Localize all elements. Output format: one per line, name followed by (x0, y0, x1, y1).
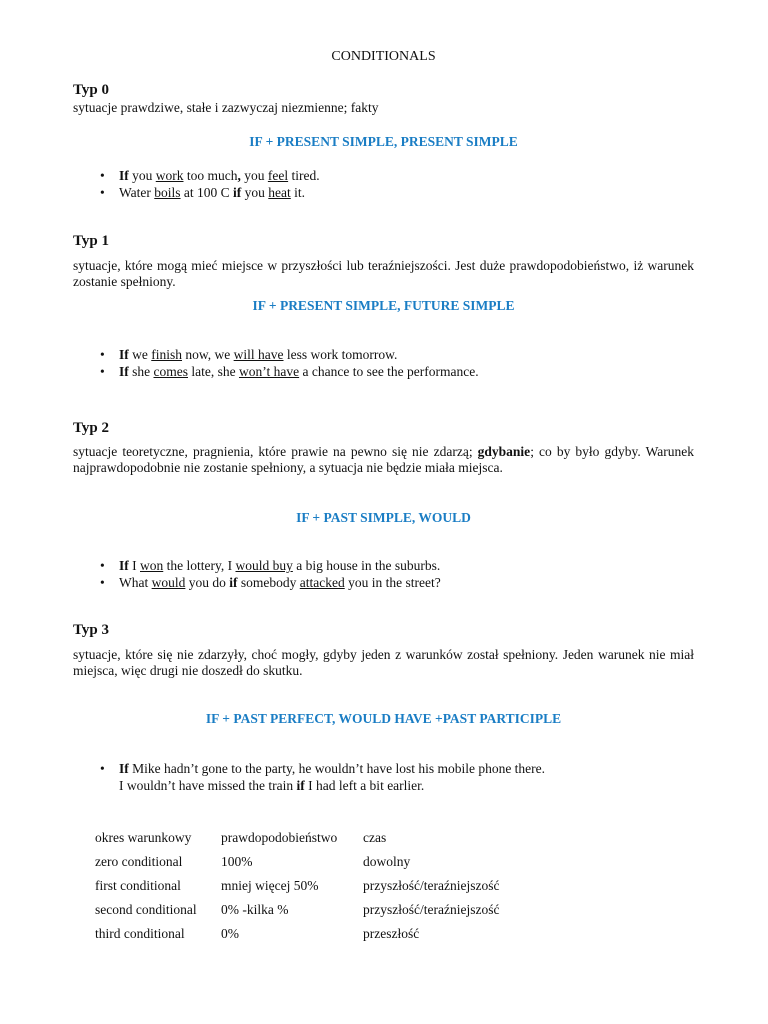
example-text: I wouldn’t have missed the train if I had left a bit earlier. (119, 778, 425, 793)
section-heading-typ-0: Typ 0 (73, 82, 109, 98)
table-header-cell: prawdopodobieństwo (221, 830, 338, 845)
example-item (73, 574, 694, 591)
example-text: If she comes late, she won’t have a chance to see the performance. (119, 364, 479, 379)
examples-list-typ-3 (73, 760, 694, 794)
table-cell: przyszłość/teraźniejszość (363, 902, 500, 917)
example-item (73, 184, 694, 201)
section-description-typ-0: sytuacje prawdziwe, stałe i zazwyczaj niezmienne; fakty (73, 100, 379, 115)
example-text: What would you do if somebody attacked you in the street? (119, 575, 441, 590)
table-cell: second conditional (95, 902, 197, 917)
section-description-typ-2: sytuacje teoretyczne, pragnienia, które prawie na pewno się nie zdarzą; gdybanie; co by było gdyby. Warunek najprawdopodobnie nie zostanie spełniony, a sytuacja nie będzie miała miejsca. (73, 444, 694, 475)
example-text: Water boils at 100 C if you heat it. (119, 185, 306, 200)
example-item (73, 346, 694, 363)
section-formula-typ-0: IF + PRESENT SIMPLE, PRESENT SIMPLE (249, 134, 518, 149)
table-cell: zero conditional (95, 854, 183, 869)
bullet-icon: • (100, 168, 105, 183)
table-cell: dowolny (363, 854, 411, 869)
example-item (73, 167, 694, 184)
section-description-typ-1: sytuacje, które mogą mieć miejsce w przyszłości lub teraźniejszości. Jest duże prawdopodobieństwo, iż warunek zostanie spełniony. (73, 258, 694, 289)
bullet-icon: • (100, 761, 105, 776)
table-cell: przeszłość (363, 926, 420, 941)
bullet-icon: • (100, 185, 105, 200)
table-header-row (95, 826, 507, 850)
bullet-icon: • (100, 347, 105, 362)
section-formula-typ-3: IF + PAST PERFECT, WOULD HAVE +PAST PARTICIPLE (205, 711, 562, 726)
example-text: If you work too much, you feel tired. (119, 168, 320, 183)
section-heading-typ-3: Typ 3 (73, 622, 109, 638)
bullet-icon: • (100, 575, 105, 590)
example-text: If I won the lottery, I would buy a big house in the suburbs. (119, 558, 441, 573)
table-row (95, 922, 507, 946)
table-cell: 0% -kilka % (221, 902, 289, 917)
table-row (95, 850, 507, 874)
example-text: If we finish now, we will have less work tomorrow. (119, 347, 398, 362)
table-cell: 0% (221, 926, 239, 941)
table-cell: 100% (221, 854, 253, 869)
example-text: If Mike hadn’t gone to the party, he wouldn’t have lost his mobile phone there. (119, 761, 546, 776)
section-description-typ-3: sytuacje, które się nie zdarzyły, choć mogły, gdyby jeden z warunków został spełniony. Jeden warunek nie miał miejsca, więc drugi nie doszedł do skutku. (73, 647, 694, 678)
summary-table (95, 826, 507, 946)
table-cell: first conditional (95, 878, 181, 893)
example-item (73, 363, 694, 380)
table-cell: third conditional (95, 926, 185, 941)
examples-list-typ-0 (73, 167, 694, 201)
section-formula-typ-1: IF + PRESENT SIMPLE, FUTURE SIMPLE (252, 298, 515, 313)
table-row (95, 874, 507, 898)
table-cell: przyszłość/teraźniejszość (363, 878, 500, 893)
bullet-icon: • (100, 558, 105, 573)
bullet-icon: • (100, 364, 105, 379)
examples-list-typ-2 (73, 557, 694, 591)
section-heading-typ-2: Typ 2 (73, 420, 109, 436)
examples-list-typ-1 (73, 346, 694, 380)
table-row (95, 898, 507, 922)
section-formula-typ-2: IF + PAST SIMPLE, WOULD (296, 510, 471, 525)
table-header-cell: czas (363, 830, 387, 845)
table-header-cell: okres warunkowy (95, 830, 192, 845)
document-title: CONDITIONALS (331, 49, 436, 64)
table-cell: mniej więcej 50% (221, 878, 319, 893)
example-item (73, 557, 694, 574)
section-heading-typ-1: Typ 1 (73, 233, 109, 249)
example-continuation (73, 777, 694, 794)
example-item (73, 760, 694, 777)
